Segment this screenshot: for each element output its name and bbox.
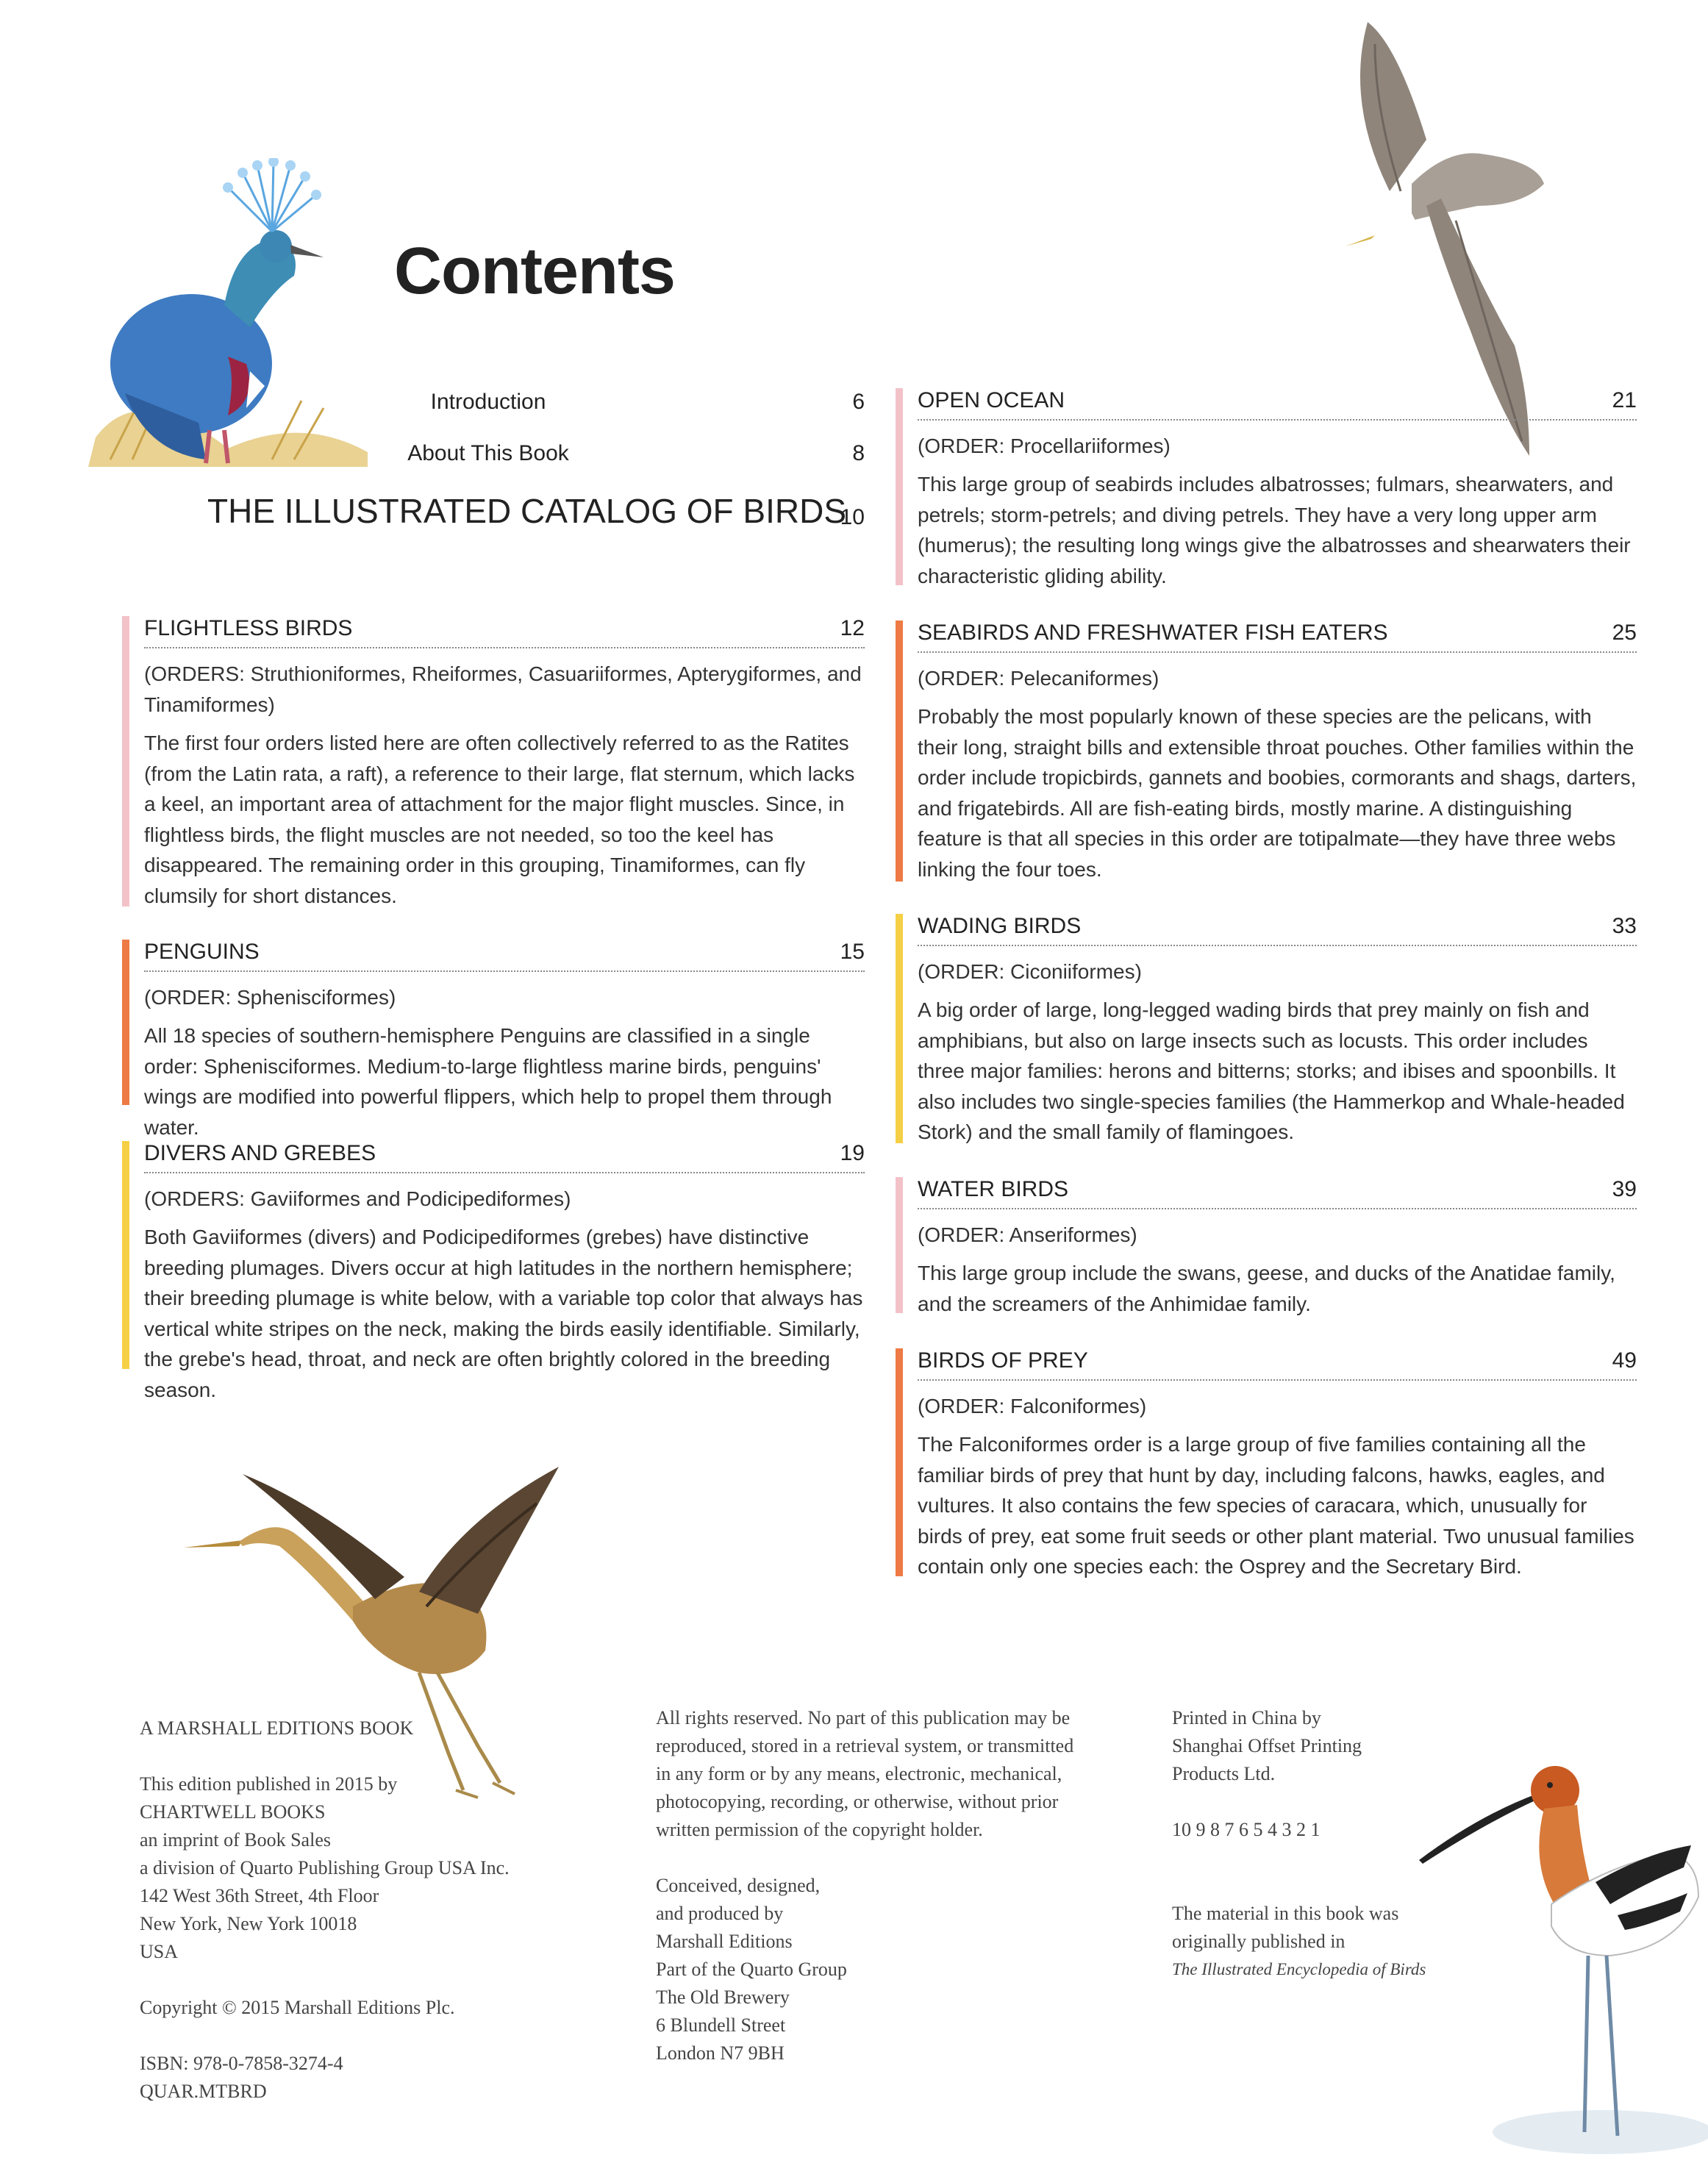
section-page: 49: [1612, 1348, 1637, 1373]
section-water-birds[interactable]: [896, 1177, 1637, 1313]
section-name: WATER BIRDS: [918, 1177, 1069, 1201]
page-title: Contents: [394, 235, 675, 308]
address-line: This edition published in 2015 by: [140, 1773, 398, 1795]
section-order: (ORDERS: Struthioniformes, Rheiformes, Casuariiformes, Apterygiformes, and Tinamiformes): [144, 662, 862, 716]
address-line: 142 West 36th Street, 4th Floor: [140, 1885, 379, 1906]
section-order: (ORDER: Anseriformes): [918, 1223, 1137, 1246]
section-description: The first four orders listed here are often collectively referred to as the Ratites (from the Latin rata, a raft), a reference to their large, flat sternum, which lacks a keel, an important area of attachment for the major flight muscles. Since, in flightless birds, the flight muscles are not needed, so too the keel has disappeared. The remaining order in this grouping, Tinamiformes, can fly clumsily for short distances.: [144, 732, 855, 907]
section-wading-birds[interactable]: [896, 914, 1637, 1143]
section-page: 19: [840, 1141, 865, 1165]
section-penguins[interactable]: [122, 940, 865, 1139]
produced-line: The Old Brewery: [656, 1987, 790, 2008]
section-page: 25: [1612, 621, 1637, 645]
intro-page-about: 8: [852, 441, 865, 465]
section-divers-and-grebes[interactable]: [122, 1141, 865, 1401]
section-name: FLIGHTLESS BIRDS: [144, 616, 353, 640]
address-line: an imprint of Book Sales: [140, 1829, 331, 1851]
print-line: 10 9 8 7 6 5 4 3 2 1: [1172, 1819, 1321, 1840]
colophon-publisher: [140, 1714, 581, 2106]
section-description: A big order of large, long-legged wading birds that prey mainly on fish and amphibians, but also on large insects such as locusts. This order includes three major families: herons and bitterns; storks; and ibises and spoonbills. It also includes two single-species families (the Hammerkop and Whale-headed Stork) and the small family of flamingoes.: [918, 998, 1625, 1143]
section-page: 33: [1612, 914, 1637, 938]
rights-line: All rights reserved. No part of this publication may be: [656, 1707, 1071, 1728]
intro-page-introduction: 6: [852, 390, 865, 414]
produced-line: 6 Blundell Street: [656, 2014, 786, 2036]
section-description: This large group include the swans, geese, and ducks of the Anatidae family, and the screamers of the Anhimidae family.: [918, 1262, 1615, 1315]
intro-item-about[interactable]: About This Book: [407, 441, 569, 465]
section-description: The Falconiformes order is a large group of five families containing all the familiar birds of prey that hunt by day, including falcons, hawks, eagles, and vultures. It also contains the few species of caracara, which, unusually for birds of prey, eat some fruit seeds or other plant material. Two unusual families contain only one species each: the Osprey and the Secretary Bird.: [918, 1433, 1634, 1578]
section-page: 12: [840, 616, 865, 640]
section-open-ocean[interactable]: [896, 388, 1637, 585]
section-seabirds[interactable]: [896, 621, 1637, 882]
section-description: All 18 species of southern-hemisphere Penguins are classified in a single order: Sphenisciformes. Medium-to-large flightless marine birds, penguins' wings are modified into powerful flippers, which help to propel them through water.: [144, 1024, 832, 1139]
printed-line: Shanghai Offset Printing: [1172, 1735, 1362, 1756]
produced-line: Part of the Quarto Group: [656, 1959, 847, 1980]
rights-line: written permission of the copyright holder.: [656, 1819, 983, 1840]
section-order: (ORDERS: Gaviiformes and Podicipediformes): [144, 1187, 571, 1210]
section-description: Probably the most popularly known of these species are the pelicans, with their long, straight bills and extensible throat pouches. Other families within the order include tropicbirds, gannets and boobies, cormorants and shags, darters, and frigatebirds. All are fish-eating birds, mostly marine. A distinguishing feature is that all species in this order are totipalmate—they have three webs linking the four toes.: [918, 705, 1637, 881]
section-order: (ORDER: Falconiformes): [918, 1395, 1147, 1417]
rights-line: in any form or by any means, electronic, mechanical,: [656, 1763, 1062, 1784]
rights-line: photocopying, recording, or otherwise, without prior: [656, 1791, 1059, 1812]
section-description: Both Gaviiformes (divers) and Podicipediformes (grebes) have distinctive breeding plumages. Divers occur at high latitudes in the northern hemisphere; their breeding plumage is white below, with a variable top color that always has vertical white stripes on the neck, making the birds easily identifiable. Similarly, the grebe's head, throat, and neck are often brightly colored in the breeding season.: [144, 1226, 863, 1401]
isbn-line: ISBN: 978-0-7858-3274-4: [140, 2053, 343, 2074]
publisher-heading: A MARSHALL EDITIONS BOOK: [140, 1717, 414, 1739]
section-page: 39: [1612, 1177, 1637, 1201]
catalog-page: 10: [840, 505, 865, 529]
section-name: PENGUINS: [144, 940, 260, 964]
section-order: (ORDER: Ciconiiformes): [918, 960, 1142, 983]
section-order: (ORDER: Procellariiformes): [918, 435, 1171, 457]
section-name: WADING BIRDS: [918, 914, 1082, 938]
material-line: originally published in: [1172, 1931, 1346, 1952]
rights-line: reproduced, stored in a retrieval system, or transmitted: [656, 1735, 1074, 1756]
section-page: 21: [1612, 388, 1637, 412]
produced-line: London N7 9BH: [656, 2042, 785, 2064]
section-birds-of-prey[interactable]: [896, 1348, 1637, 1576]
source-title: The Illustrated Encyclopedia of Birds: [1172, 1960, 1426, 1978]
address-line: a division of Quarto Publishing Group USA Inc.: [140, 1857, 510, 1878]
produced-line: and produced by: [656, 1903, 784, 1924]
section-name: BIRDS OF PREY: [918, 1348, 1088, 1373]
section-name: SEABIRDS AND FRESHWATER FISH EATERS: [918, 621, 1388, 645]
address-line: CHARTWELL BOOKS: [140, 1801, 326, 1823]
section-flightless-birds[interactable]: [122, 616, 865, 907]
isbn-line: QUAR.MTBRD: [140, 2081, 267, 2102]
copyright-line: Copyright © 2015 Marshall Editions Plc.: [140, 1997, 455, 2018]
section-name: DIVERS AND GREBES: [144, 1141, 376, 1165]
section-name: OPEN OCEAN: [918, 388, 1065, 412]
crowned-pigeon-illustration: [81, 158, 375, 474]
printed-line: Printed in China by: [1172, 1707, 1321, 1728]
section-order: (ORDER: Sphenisciformes): [144, 986, 396, 1009]
colophon-printing: [1172, 1704, 1481, 1984]
produced-line: Conceived, designed,: [656, 1875, 821, 1896]
address-line: USA: [140, 1941, 179, 1962]
printed-line: Products Ltd.: [1172, 1763, 1276, 1784]
produced-line: Marshall Editions: [656, 1931, 793, 1952]
intro-item-introduction[interactable]: Introduction: [430, 390, 546, 414]
section-page: 15: [840, 940, 865, 964]
section-description: This large group of seabirds includes albatrosses; fulmars, shearwaters, and petrels; storm-petrels; and diving petrels. They have a very long upper arm (humerus); the resulting long wings give the albatrosses and shearwaters their characteristic gliding ability.: [918, 473, 1631, 587]
colophon-rights: [656, 1704, 1171, 2067]
material-line: The material in this book was: [1172, 1903, 1399, 1924]
catalog-heading[interactable]: THE ILLUSTRATED CATALOG OF BIRDS: [207, 492, 847, 530]
address-line: New York, New York 10018: [140, 1913, 357, 1934]
section-order: (ORDER: Pelecaniformes): [918, 667, 1159, 690]
